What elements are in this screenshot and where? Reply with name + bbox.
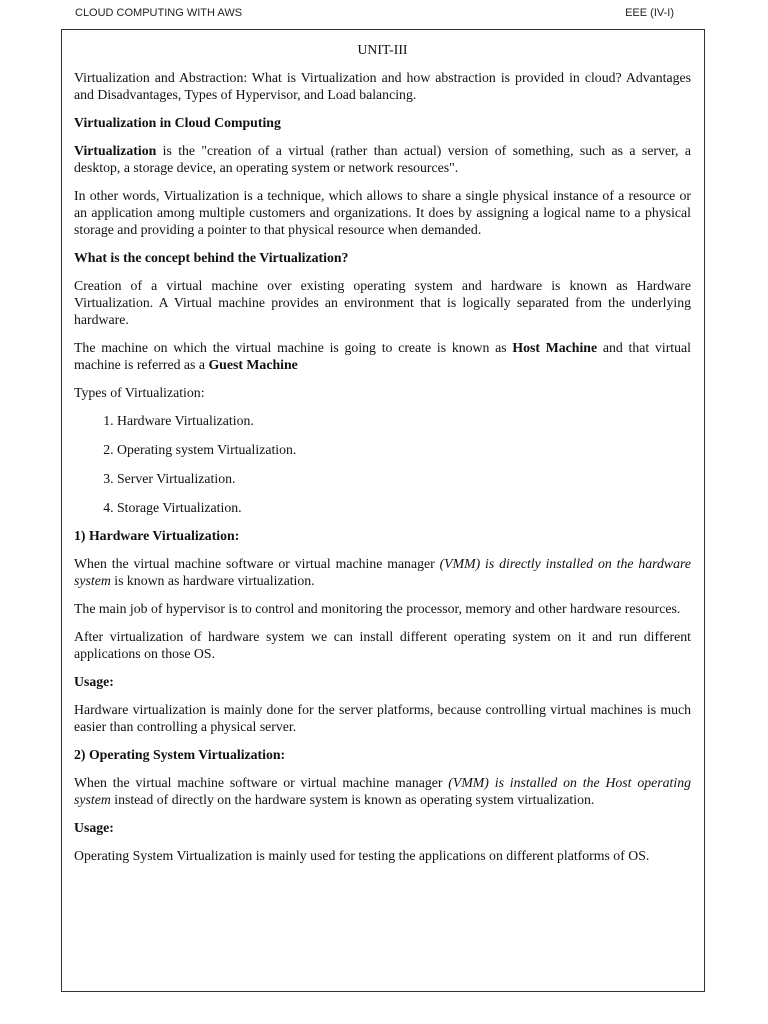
os-usage-paragraph: Operating System Virtualization is mainly used for testing the applications on different platforms of OS. — [74, 848, 650, 863]
hardware-definition-paragraph — [74, 555, 691, 589]
class-label: EEE (IV-I) — [625, 7, 674, 19]
host-machine-term: Host Machine — [512, 340, 598, 355]
list-item: 4. Storage Virtualization. — [117, 499, 691, 516]
course-title: CLOUD COMPUTING WITH AWS — [75, 7, 243, 19]
types-intro: Types of Virtualization: — [74, 385, 205, 400]
usage-label: Usage: — [74, 674, 114, 689]
hw-text-2: is known as hardware virtualization. — [110, 573, 315, 588]
concept-paragraph: Creation of a virtual machine over existing operating system and hardware is known as Hardware Virtualization. A Virtual machine provides an environment that is logically separated from the underlying hardware. — [74, 278, 691, 327]
guest-machine-term: Guest Machine — [208, 357, 298, 372]
definition-paragraph — [74, 142, 691, 176]
after-virtualization-paragraph: After virtualization of hardware system we can install different operating system on it and run different applications on those OS. — [74, 629, 691, 661]
syllabus-paragraph: Virtualization and Abstraction: What is Virtualization and how abstraction is provided in cloud? Advantages and Disadvantages, Types of Hypervisor, and Load balancing. — [74, 70, 691, 102]
os-definition-paragraph — [74, 774, 691, 808]
hypervisor-job-paragraph: The main job of hypervisor is to control and monitoring the processor, memory and other hardware resources. — [74, 601, 681, 616]
hardware-usage-paragraph: Hardware virtualization is mainly done for the server platforms, because controlling virtual machines is much easier than controlling a physical server. — [74, 702, 691, 734]
document-body — [74, 41, 691, 875]
types-list — [74, 412, 691, 516]
heading-virtualization-in-cloud: Virtualization in Cloud Computing — [74, 115, 281, 130]
other-words-paragraph: In other words, Virtualization is a technique, which allows to share a single physical instance of a resource or an application among multiple customers and organizations. It does by assigning a logical name to a physical storage and providing a pointer to that physical resource when demanded. — [74, 188, 691, 237]
host-guest-paragraph — [74, 339, 691, 373]
heading-hardware-virtualization: 1) Hardware Virtualization: — [74, 528, 240, 543]
definition-text: is the "creation of a virtual (rather than actual) version of something, such as a server, a desktop, a storage device, an operating system or network resources". — [74, 143, 691, 175]
running-header — [75, 7, 674, 23]
heading-concept: What is the concept behind the Virtualization? — [74, 250, 349, 265]
definition-term: Virtualization — [74, 143, 157, 158]
hw-text-1: When the virtual machine software or virtual machine manager — [74, 556, 440, 571]
list-item: 3. Server Virtualization. — [117, 470, 691, 487]
host-text-1: The machine on which the virtual machine is going to create is known as — [74, 340, 513, 355]
list-item: 1. Hardware Virtualization. — [117, 412, 691, 429]
unit-title: UNIT-III — [357, 42, 408, 57]
list-item: 2. Operating system Virtualization. — [117, 441, 691, 458]
os-italic: (VMM) is installed on the Host operating system — [74, 775, 691, 807]
host-text-2: and that virtual machine is referred as a — [74, 340, 691, 372]
usage-label: Usage: — [74, 820, 114, 835]
heading-os-virtualization: 2) Operating System Virtualization: — [74, 747, 286, 762]
os-text-2: instead of directly on the hardware system is known as operating system virtualization. — [110, 792, 595, 807]
os-text-1: When the virtual machine software or virtual machine manager — [74, 775, 449, 790]
hw-italic: (VMM) is directly installed on the hardware system — [74, 556, 692, 588]
